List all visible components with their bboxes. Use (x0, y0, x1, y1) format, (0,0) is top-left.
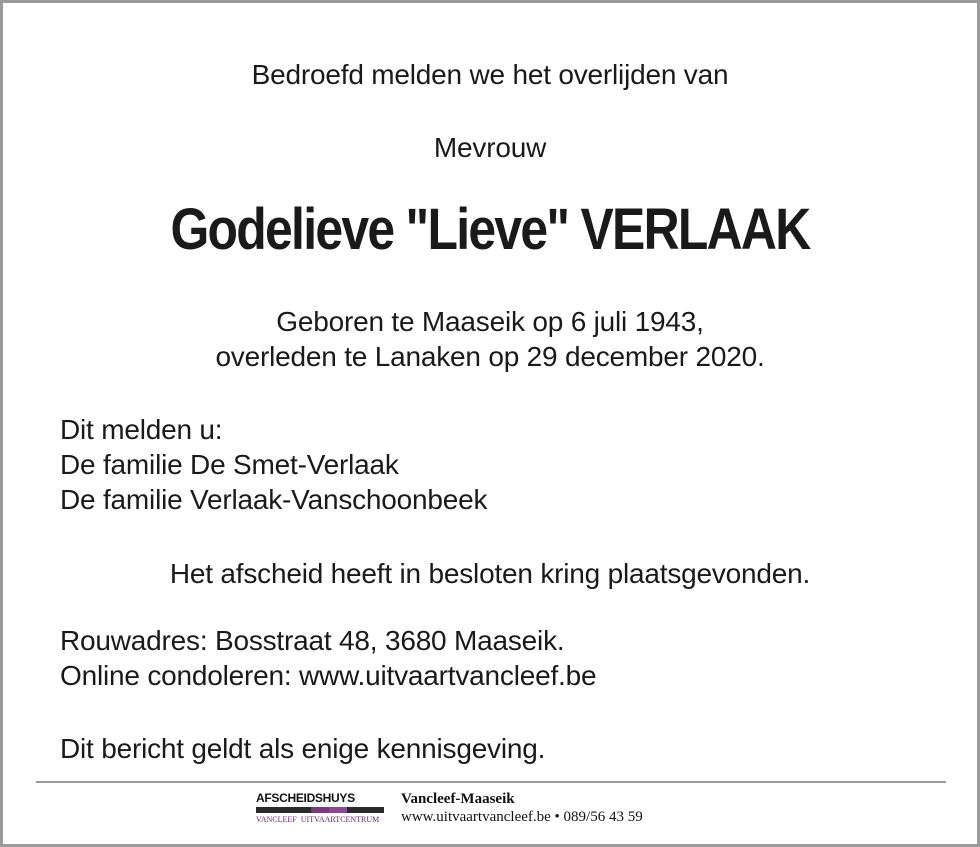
company-contact: www.uitvaartvancleef.be • 089/56 43 59 (401, 809, 643, 825)
farewell-text: Het afscheid heeft in besloten kring plaatsgevonden. (169, 558, 811, 589)
logo-sub-right: UITVAARTCENTRUM (300, 815, 380, 824)
logo-bar-segment (329, 807, 347, 813)
intro-text: Bedroefd melden we het overlijden van (251, 59, 729, 90)
honorific: Mevrouw (433, 132, 547, 163)
logo-bar-segment (256, 807, 274, 813)
announced-by: Dit melden u: (60, 414, 223, 445)
logo-title: AFSCHEIDSHUYS (256, 791, 355, 805)
logo-bar-segment (274, 807, 292, 813)
logo-bar-segment (293, 807, 311, 813)
logo-sub-left: VANCLEEF (256, 815, 297, 824)
logo-subtitle (256, 815, 384, 825)
closing-notice: Dit bericht geldt als enige kennisgeving. (60, 733, 546, 764)
online-condolences: Online condoleren: www.uitvaartvancleef.be (60, 660, 597, 691)
family-line: De familie Verlaak-Vanschoonbeek (60, 484, 488, 515)
logo-bar (256, 807, 384, 813)
funeral-home-logo (256, 791, 384, 831)
logo-bar-segment (366, 807, 384, 813)
company-info (401, 790, 643, 827)
family-line: De familie De Smet-Verlaak (60, 449, 399, 480)
deceased-name: Godelieve "Lieve" VERLAAK (170, 197, 810, 262)
birth-line: Geboren te Maaseik op 6 juli 1943, (276, 306, 704, 337)
logo-bar-segment (311, 807, 329, 813)
logo-bar-segment (347, 807, 365, 813)
company-name: Vancleef-Maaseik (401, 791, 515, 807)
death-line: overleden te Lanaken op 29 december 2020. (215, 341, 765, 372)
mourning-address: Rouwadres: Bosstraat 48, 3680 Maaseik. (60, 625, 565, 656)
footer-divider (36, 781, 946, 783)
